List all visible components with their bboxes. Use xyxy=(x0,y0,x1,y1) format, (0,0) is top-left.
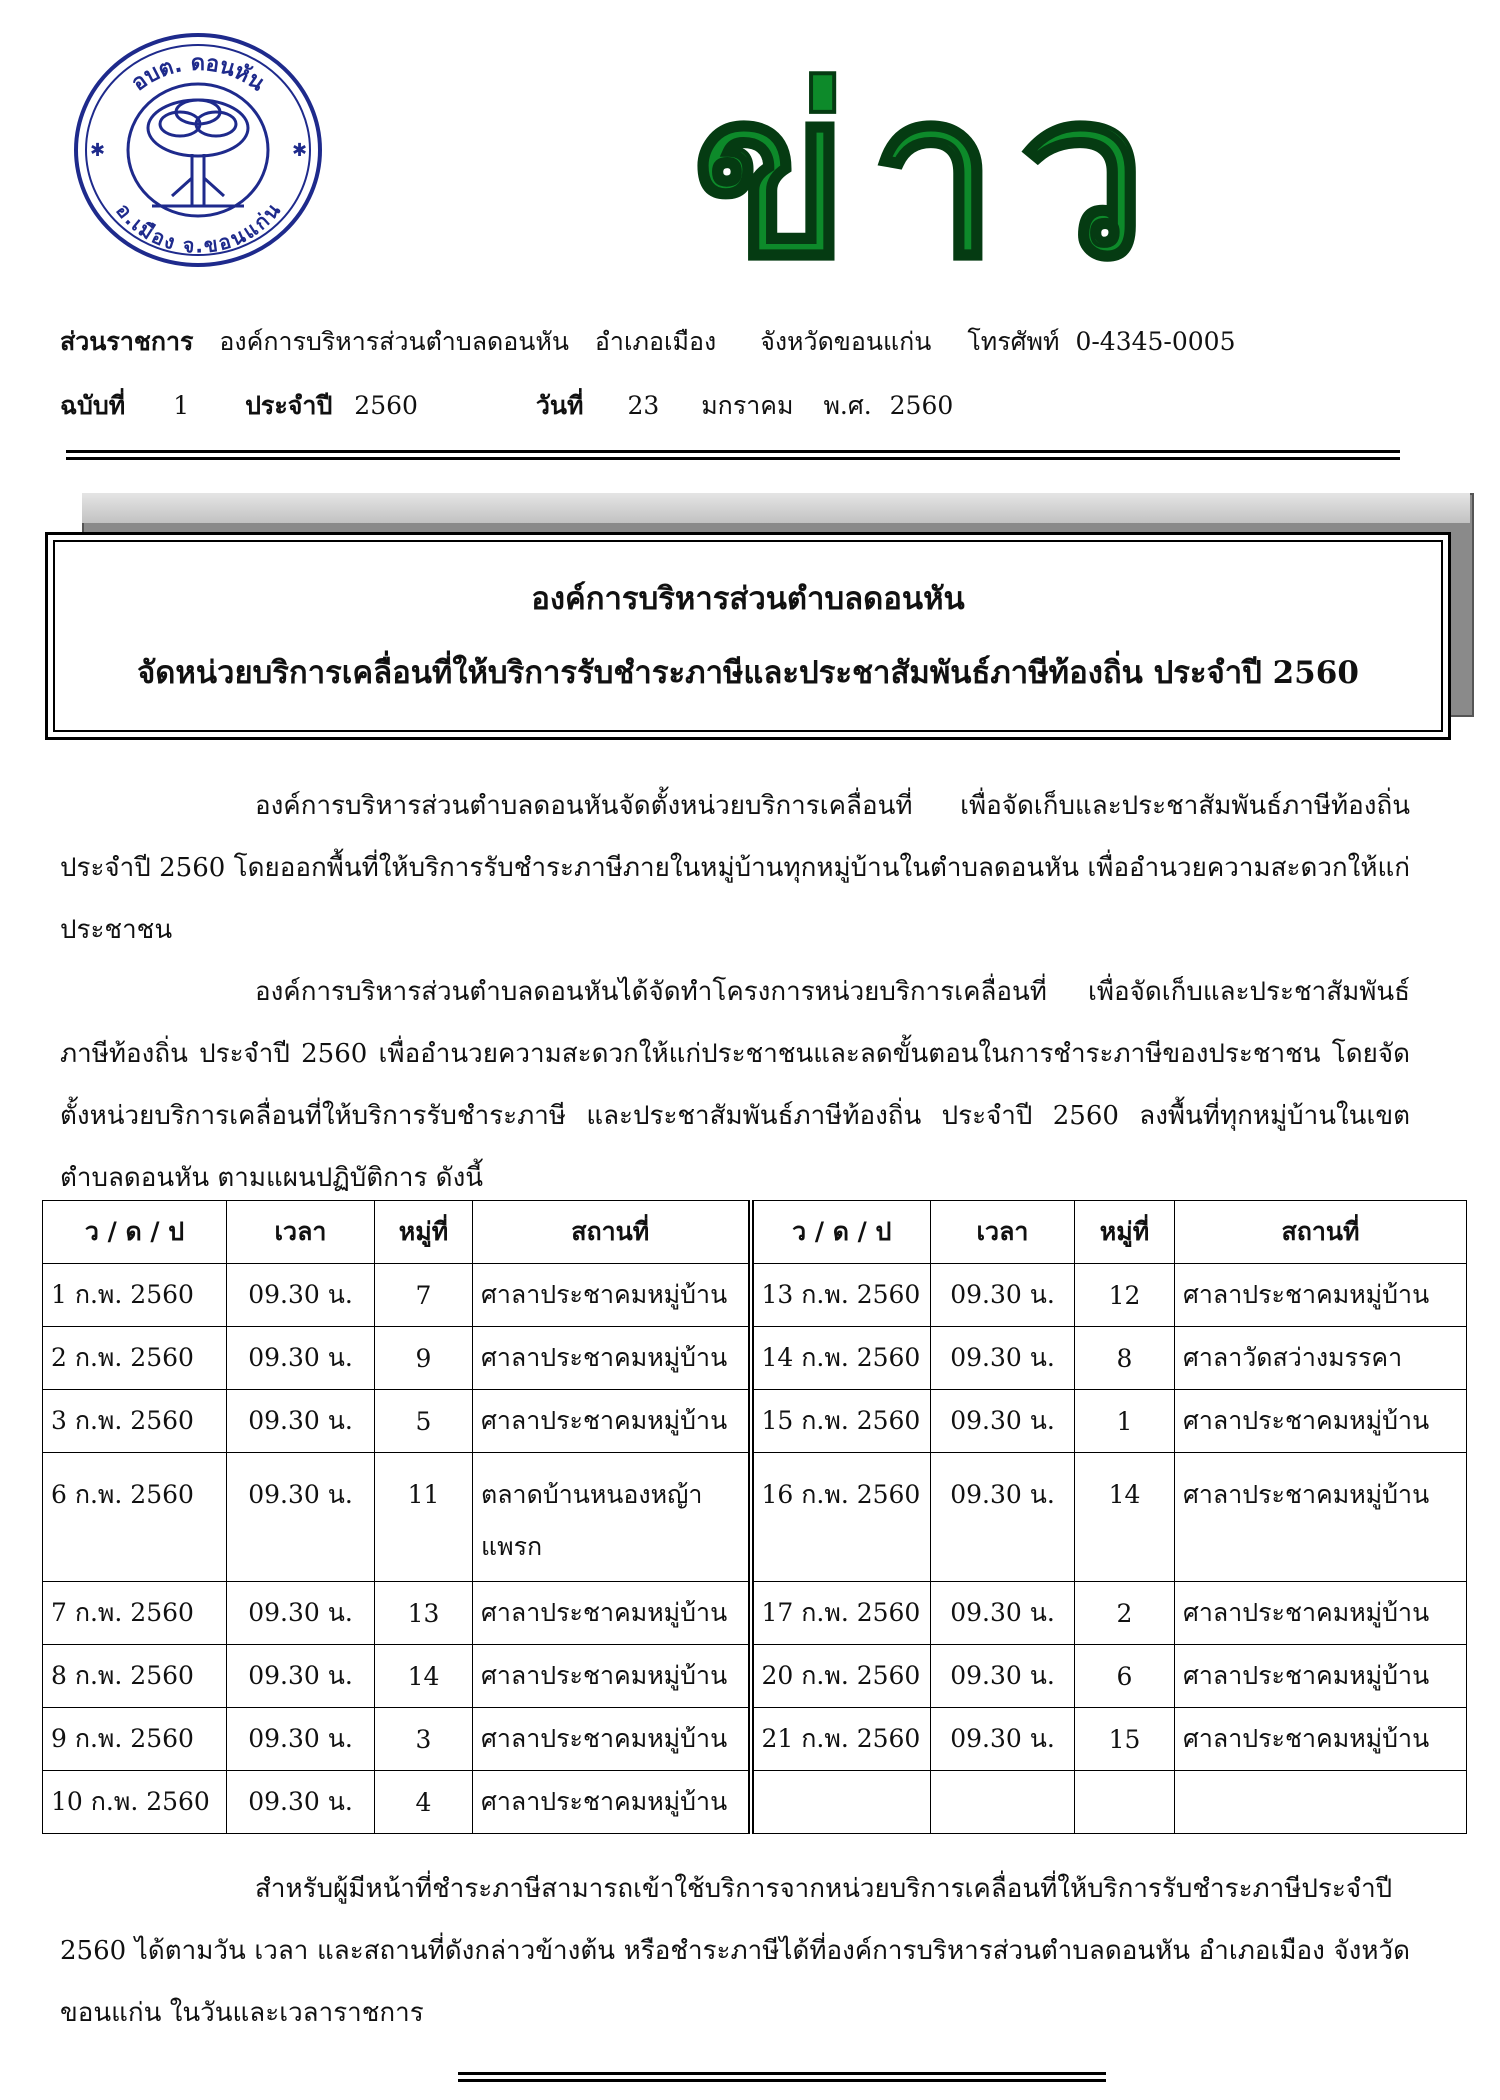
cell-time: 09.30 น. xyxy=(227,1390,375,1453)
cell-date: 1 ก.พ. 2560 xyxy=(43,1264,227,1327)
cell-date xyxy=(751,1771,931,1834)
province: จังหวัดขอนแก่น xyxy=(760,327,932,356)
table-row xyxy=(43,1453,1467,1582)
cell-time: 09.30 น. xyxy=(227,1708,375,1771)
cell-village: 4 xyxy=(375,1771,473,1834)
cell-village: 12 xyxy=(1075,1264,1175,1327)
header-village: หมู่ที่ xyxy=(1075,1201,1175,1264)
cell-village: 6 xyxy=(1075,1645,1175,1708)
cell-time: 09.30 น. xyxy=(227,1453,375,1582)
cell-place: ศาลาประชาคมหมู่บ้าน xyxy=(473,1645,751,1708)
district: อำเภอเมือง xyxy=(594,327,717,356)
cell-place: ศาลาประชาคมหมู่บ้าน xyxy=(1175,1645,1467,1708)
cell-date: 3 ก.พ. 2560 xyxy=(43,1390,227,1453)
table-row xyxy=(43,1645,1467,1708)
cell-date: 6 ก.พ. 2560 xyxy=(43,1453,227,1582)
date-day: 23 xyxy=(627,391,660,420)
cell-place: ศาลาประชาคมหมู่บ้าน xyxy=(1175,1582,1467,1645)
cell-place: ศาลาประชาคมหมู่บ้าน xyxy=(473,1582,751,1645)
footer-divider xyxy=(458,2072,1106,2082)
cell-date: 7 ก.พ. 2560 xyxy=(43,1582,227,1645)
cell-village: 5 xyxy=(375,1390,473,1453)
phone-number: 0-4345-0005 xyxy=(1075,327,1236,356)
cell-village: 3 xyxy=(375,1708,473,1771)
table-row xyxy=(43,1327,1467,1390)
cell-time: 09.30 น. xyxy=(227,1582,375,1645)
cell-date: 9 ก.พ. 2560 xyxy=(43,1708,227,1771)
cell-date: 16 ก.พ. 2560 xyxy=(751,1453,931,1582)
cell-time: 09.30 น. xyxy=(227,1327,375,1390)
header-time: เวลา xyxy=(227,1201,375,1264)
seal-top-text: อบต. ดอนหัน xyxy=(126,50,269,97)
cell-village: 1 xyxy=(1075,1390,1175,1453)
cell-place: ตลาดบ้านหนองหญ้าแพรก xyxy=(473,1453,751,1582)
cell-date: 2 ก.พ. 2560 xyxy=(43,1327,227,1390)
date-label: วันที่ xyxy=(535,391,584,420)
headline-line-2: จัดหน่วยบริการเคลื่อนที่ให้บริการรับชำระภาษีและประชาสัมพันธ์ภาษีท้องถิ่น ประจำปี 2560 xyxy=(137,655,1359,691)
tree-icon xyxy=(148,100,248,206)
seal-emblem xyxy=(68,28,328,273)
header-place: สถานที่ xyxy=(473,1201,751,1264)
office-label: ส่วนราชการ xyxy=(60,327,194,356)
cell-place: ศาลาประชาคมหมู่บ้าน xyxy=(473,1390,751,1453)
cell-village xyxy=(1075,1771,1175,1834)
cell-date: 13 ก.พ. 2560 xyxy=(751,1264,931,1327)
phone-label: โทรศัพท์ xyxy=(967,327,1060,356)
cell-date: 21 ก.พ. 2560 xyxy=(751,1708,931,1771)
cell-village: 14 xyxy=(1075,1453,1175,1582)
cell-place: ศาลาประชาคมหมู่บ้าน xyxy=(473,1708,751,1771)
date-era: พ.ศ. xyxy=(823,391,872,420)
cell-place: ศาลาประชาคมหมู่บ้าน xyxy=(1175,1390,1467,1453)
cell-village: 2 xyxy=(1075,1582,1175,1645)
table-row xyxy=(43,1708,1467,1771)
cell-place: ศาลาประชาคมหมู่บ้าน xyxy=(473,1264,751,1327)
header-date: ว / ด / ป xyxy=(43,1201,227,1264)
issue-info-line xyxy=(60,386,953,426)
office-info-line xyxy=(60,322,1235,362)
cell-village: 15 xyxy=(1075,1708,1175,1771)
seal-bottom-text: อ.เมือง จ.ขอนแก่น xyxy=(111,198,285,258)
cell-time: 09.30 น. xyxy=(931,1264,1075,1327)
issue-number: 1 xyxy=(173,391,190,420)
table-header-row xyxy=(43,1201,1467,1264)
header-village: หมู่ที่ xyxy=(375,1201,473,1264)
masthead-title: ข่าว xyxy=(692,43,1168,310)
cell-time: 09.30 น. xyxy=(931,1645,1075,1708)
date-year: 2560 xyxy=(889,391,954,420)
cell-village: 8 xyxy=(1075,1327,1175,1390)
cell-village: 11 xyxy=(375,1453,473,1582)
cell-time: 09.30 น. xyxy=(931,1327,1075,1390)
cell-time: 09.30 น. xyxy=(931,1390,1075,1453)
official-seal xyxy=(68,28,328,273)
paragraph-closing: สำหรับผู้มีหน้าที่ชำระภาษีสามารถเข้าใช้บริการจากหน่วยบริการเคลื่อนที่ให้บริการรับชำระภาษีประจำปี 2560 ได้ตามวัน เวลา และสถานที่ดังกล่าวข้างต้น หรือชำระภาษีได้ที่องค์การบริหารส่วนตำบลดอนหัน อำเภอเมือง จังหวัดขอนแก่น ในวันและเวลาราชการ xyxy=(60,1874,1410,2028)
issue-year: 2560 xyxy=(354,391,418,420)
year-label: ประจำปี xyxy=(245,391,333,420)
cell-time: 09.30 น. xyxy=(227,1645,375,1708)
cell-date: 8 ก.พ. 2560 xyxy=(43,1645,227,1708)
cell-place: ศาลาประชาคมหมู่บ้าน xyxy=(473,1327,751,1390)
cell-date: 14 ก.พ. 2560 xyxy=(751,1327,931,1390)
banner-shadow-top xyxy=(82,493,1470,523)
intro-text xyxy=(60,775,1410,1209)
paragraph-1: องค์การบริหารส่วนตำบลดอนหันจัดตั้งหน่วยบริการเคลื่อนที่ เพื่อจัดเก็บและประชาสัมพันธ์ภาษีท้องถิ่น ประจำปี 2560 โดยออกพื้นที่ให้บริการรับชำระภาษีภายในหมู่บ้านทุกหมู่บ้านในตำบลดอนหัน เพื่ออำนวยความสะดวกให้แก่ประชาชน xyxy=(60,791,1410,945)
cell-time: 09.30 น. xyxy=(931,1582,1075,1645)
table-row xyxy=(43,1582,1467,1645)
cell-time: 09.30 น. xyxy=(227,1264,375,1327)
issue-label: ฉบับที่ xyxy=(60,391,126,420)
seal-star-right: ✱ xyxy=(292,140,308,161)
cell-village: 7 xyxy=(375,1264,473,1327)
cell-place: ศาลาประชาคมหมู่บ้าน xyxy=(1175,1708,1467,1771)
cell-time xyxy=(931,1771,1075,1834)
cell-place: ศาลาประชาคมหมู่บ้าน xyxy=(1175,1453,1467,1582)
cell-time: 09.30 น. xyxy=(931,1708,1075,1771)
header-divider xyxy=(66,450,1400,460)
headline-banner xyxy=(45,532,1451,740)
cell-village: 13 xyxy=(375,1582,473,1645)
office-name: องค์การบริหารส่วนตำบลดอนหัน xyxy=(219,327,569,356)
table-row xyxy=(43,1264,1467,1327)
cell-place: ศาลาประชาคมหมู่บ้าน xyxy=(1175,1264,1467,1327)
closing-text xyxy=(60,1858,1410,2044)
header-time: เวลา xyxy=(931,1201,1075,1264)
cell-date: 17 ก.พ. 2560 xyxy=(751,1582,931,1645)
table-row xyxy=(43,1771,1467,1834)
header-place: สถานที่ xyxy=(1175,1201,1467,1264)
cell-village: 14 xyxy=(375,1645,473,1708)
svg-text:อบต. ดอนหัน xyxy=(127,51,269,96)
cell-date: 15 ก.พ. 2560 xyxy=(751,1390,931,1453)
seal-star-left: ✱ xyxy=(90,140,106,161)
paragraph-2: องค์การบริหารส่วนตำบลดอนหันได้จัดทำโครงการหน่วยบริการเคลื่อนที่ เพื่อจัดเก็บและประชาสัมพันธ์ภาษีท้องถิ่น ประจำปี 2560 เพื่ออำนวยความสะดวกให้แก่ประชาชนและลดขั้นตอนในการชำระภาษีของประชาชน โดยจัดตั้งหน่วยบริการเคลื่อนที่ให้บริการรับชำระภาษี และประชาสัมพันธ์ภาษีท้องถิ่น ประจำปี 2560 ลงพื้นที่ทุกหมู่บ้านในเขตตำบลดอนหัน ตามแผนปฏิบัติการ ดังนี้ xyxy=(60,977,1410,1193)
cell-village: 9 xyxy=(375,1327,473,1390)
cell-place xyxy=(1175,1771,1467,1834)
schedule-table xyxy=(42,1200,1467,1834)
table-row xyxy=(43,1390,1467,1453)
cell-time: 09.30 น. xyxy=(931,1453,1075,1582)
cell-date: 10 ก.พ. 2560 xyxy=(43,1771,227,1834)
cell-place: ศาลาประชาคมหมู่บ้าน xyxy=(473,1771,751,1834)
cell-time: 09.30 น. xyxy=(227,1771,375,1834)
header-date: ว / ด / ป xyxy=(751,1201,931,1264)
cell-place: ศาลาวัดสว่างมรรคา xyxy=(1175,1327,1467,1390)
cell-date: 20 ก.พ. 2560 xyxy=(751,1645,931,1708)
date-month: มกราคม xyxy=(701,391,794,420)
headline-line-1: องค์การบริหารส่วนตำบลดอนหัน xyxy=(531,581,965,617)
